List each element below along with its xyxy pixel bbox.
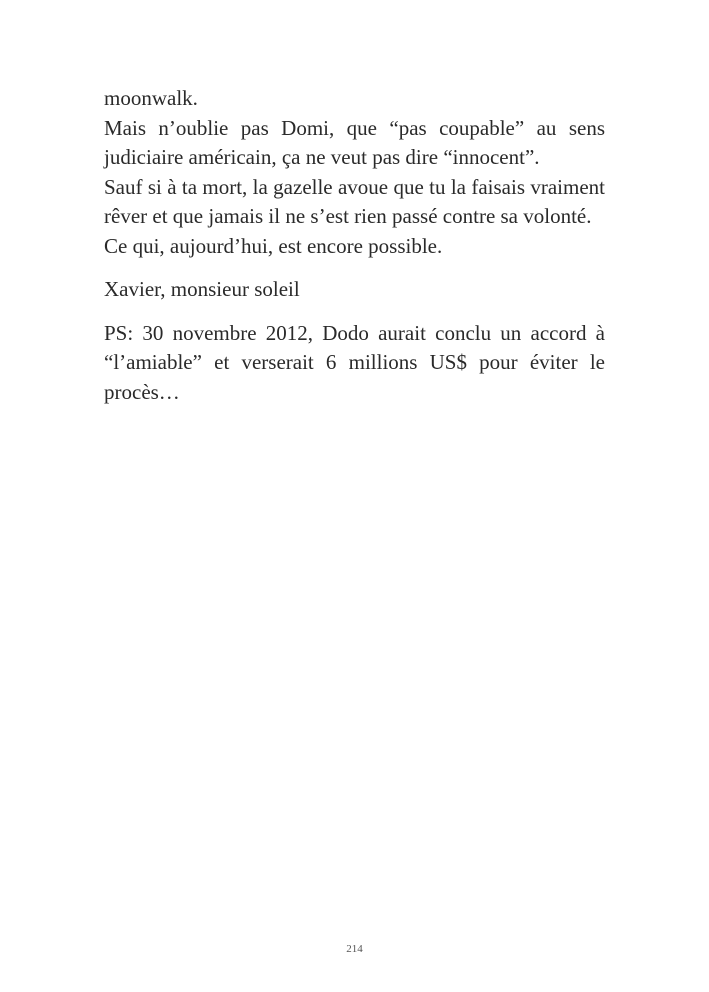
page-number: 214	[346, 943, 363, 955]
paragraph-unless: Sauf si à ta mort, la gazelle avoue que tu la faisais vraiment rêver et que jamais il ne s’est rien passé contre sa volonté.	[104, 174, 605, 228]
paragraph-still-possible: Ce qui, aujourd’hui, est encore possible.	[104, 233, 443, 258]
main-text	[104, 84, 605, 407]
paragraph-moonwalk: moonwalk.	[104, 86, 198, 110]
paragraph-not-guilty: Mais n’oublie pas Domi, que “pas coupable” au sens judiciaire américain, ça ne veut pas dire “innocent”.	[104, 115, 605, 169]
signature-line: Xavier, monsieur soleil	[104, 277, 300, 301]
postscript: PS: 30 novembre 2012, Dodo aurait conclu un accord à “l’amiable” et verserait 6 millions US$ pour éviter le procès…	[104, 320, 605, 404]
